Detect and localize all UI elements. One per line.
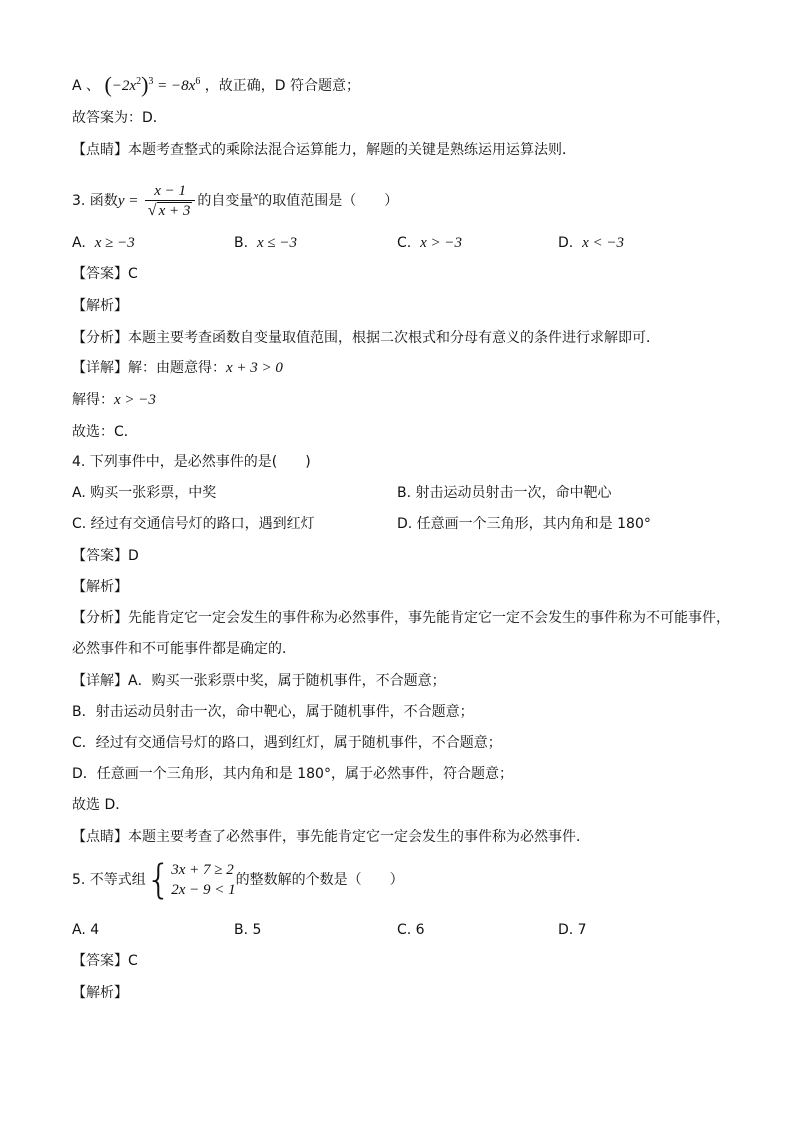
line-text: ，故正确，D 符合题意；: [204, 78, 361, 94]
q4-option-a: A. 购买一张彩票，中奖: [72, 485, 217, 501]
q4-fenxi-1: 【分析】先能肯定它一定会发生的事件称为必然事件，事先能肯定它一定不会发生的事件称为不可能事件，: [72, 610, 730, 626]
math-solution: x > −3: [114, 392, 156, 408]
q3-solution: [72, 390, 156, 410]
option-label: A.: [72, 235, 86, 251]
option-label: D.: [558, 235, 574, 251]
inequality-2: 2x − 9 < 1: [171, 882, 236, 898]
math-base: −2x: [111, 78, 137, 94]
answer-conclusion: 故答案为：D．: [72, 110, 167, 126]
q3-option-c: [397, 233, 462, 253]
line-text: 的自变量: [197, 193, 254, 209]
line-text: 的整数解的个数是（ ）: [235, 872, 404, 888]
q5-jiexi: 【解析】: [72, 985, 128, 1001]
question-number-text: 5. 不等式组: [72, 872, 146, 888]
option-math: x < −3: [582, 235, 625, 251]
dianjing-note: 【点睛】本题考查整式的乘除法混合运算能力，解题的关键是熟练运用运算法则．: [72, 142, 576, 158]
q4-answer: 【答案】D: [72, 548, 139, 564]
q3-option-a: [72, 233, 135, 253]
q4-xiangjie-1: 【详解】A．购买一张彩票中奖，属于随机事件，不合题意；: [72, 673, 446, 689]
question-5: [72, 858, 404, 902]
math-condition: x + 3 > 0: [226, 360, 283, 376]
left-brace: {: [145, 857, 172, 903]
q5-option-b: B. 5: [234, 922, 262, 938]
question-4: 4. 下列事件中，是必然事件的是( ): [72, 454, 311, 470]
sqrt-content: x + 3: [158, 202, 191, 219]
option-math: x > −3: [420, 235, 463, 251]
math-rhs: = −8x: [157, 78, 196, 94]
function-y: y =: [117, 193, 139, 209]
fraction: [145, 182, 196, 221]
question-3: [72, 176, 398, 221]
q4-choice: 故选 D．: [72, 797, 130, 813]
q4-xiangjie-2: B．射击运动员射击一次，命中靶心，属于随机事件，不合题意；: [72, 704, 474, 720]
line-text: 【详解】解：由题意得：: [72, 360, 226, 376]
q3-choice: 故选：C．: [72, 424, 138, 440]
q3-answer: 【答案】C: [72, 266, 138, 282]
q3-xiangjie: [72, 358, 283, 378]
q4-fenxi-2: 必然事件和不可能事件都是确定的．: [72, 641, 296, 657]
math-exponent: 3: [148, 76, 154, 87]
option-label: B.: [234, 235, 249, 251]
option-label: A 、: [72, 78, 101, 94]
q4-xiangjie-4: D．任意画一个三角形，其内角和是 180°，属于必然事件，符合题意；: [72, 766, 513, 782]
q5-answer: 【答案】C: [72, 953, 138, 969]
line-text: 解得：: [72, 392, 114, 408]
q3-jiexi: 【解析】: [72, 298, 128, 314]
q4-option-c: C. 经过有交通信号灯的路口，遇到红灯: [72, 516, 315, 532]
fraction-denominator: √ x + 3: [147, 201, 191, 219]
option-math: x ≤ −3: [256, 235, 297, 251]
answer-line-a: [72, 72, 360, 96]
math-expression: $(-2x^2)^3 = -8x^6$: [104, 72, 201, 97]
q3-option-d: [558, 233, 624, 253]
q3-option-b: [234, 233, 297, 253]
question-number-text: 3. 函数: [72, 193, 118, 209]
q5-option-c: C. 6: [397, 922, 425, 938]
q4-dianjing: 【点睛】本题主要考查了必然事件，事先能肯定它一定会发生的事件称为必然事件．: [72, 829, 590, 845]
q4-option-b: B. 射击运动员射击一次，命中靶心: [397, 485, 612, 501]
q3-fenxi: 【分析】本题主要考查函数自变量取值范围，根据二次根式和分母有意义的条件进行求解即可．: [72, 330, 660, 346]
fraction-numerator: x − 1: [145, 182, 196, 201]
q5-option-d: D. 7: [558, 922, 587, 938]
q4-xiangjie-3: C．经过有交通信号灯的路口，遇到红灯，属于随机事件，不合题意；: [72, 735, 502, 751]
q4-jiexi: 【解析】: [72, 579, 128, 595]
q4-option-d: D. 任意画一个三角形，其内角和是 180°: [397, 516, 651, 532]
inequality-system: [146, 858, 236, 902]
q5-option-a: A. 4: [72, 922, 100, 938]
inequality-1: 3x + 7 ≥ 2: [171, 862, 234, 878]
option-label: C.: [397, 235, 412, 251]
line-text: 的取值范围是（ ）: [258, 193, 399, 209]
math-exponent: 6: [195, 76, 201, 87]
variable-x: x: [253, 190, 259, 202]
option-math: x ≥ −3: [94, 235, 135, 251]
inequality-lines: [171, 860, 235, 900]
math-exponent: 2: [136, 76, 142, 87]
